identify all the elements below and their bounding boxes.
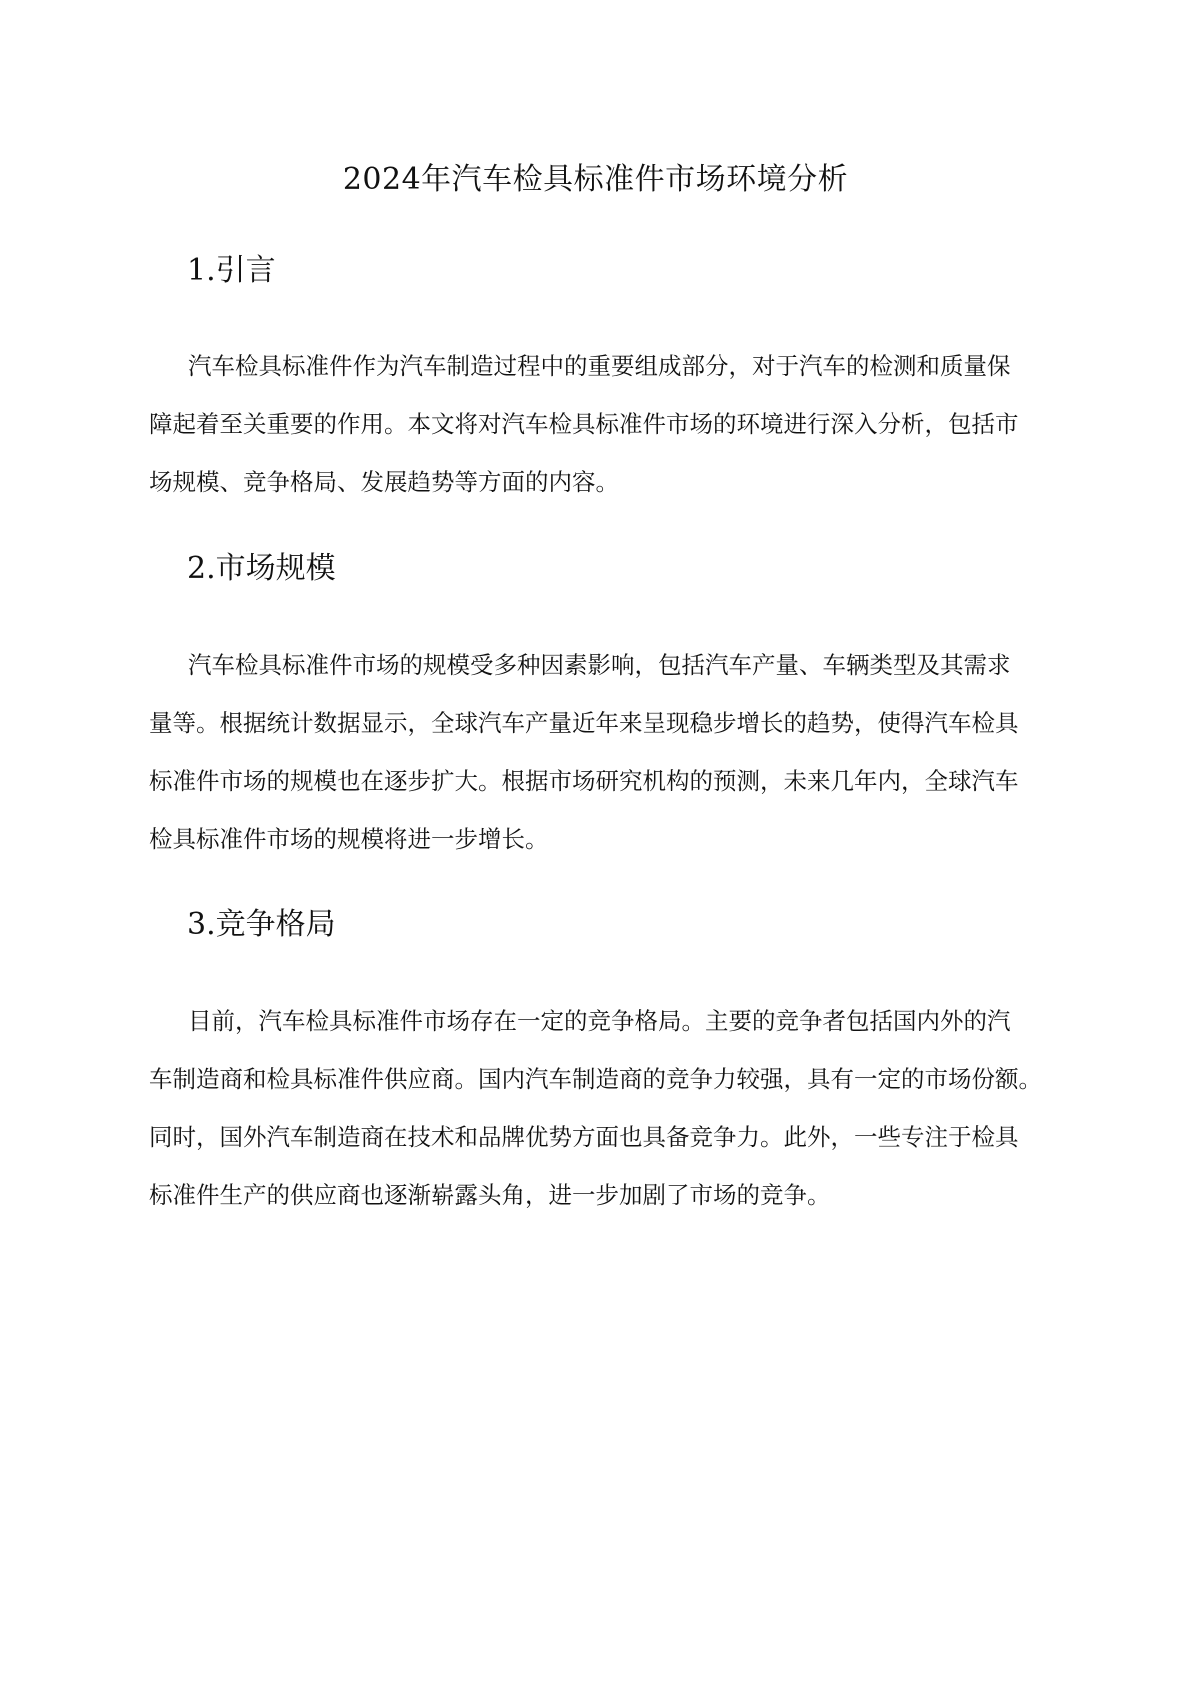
section-paragraph-introduction (149, 337, 1049, 511)
paragraph-line: 车制造商和检具标准件供应商。国内汽车制造商的竞争力较强，具有一定的市场份额。 (149, 1065, 1042, 1093)
paragraph-line: 汽车检具标准件市场的规模受多种因素影响，包括汽车产量、车辆类型及其需求 (188, 651, 1011, 679)
paragraph-line: 检具标准件市场的规模将进一步增长。 (149, 825, 549, 853)
paragraph-line: 目前，汽车检具标准件市场存在一定的竞争格局。主要的竞争者包括国内外的汽 (188, 1007, 1011, 1035)
section-heading-competition: 3.竞争格局 (187, 907, 336, 942)
paragraph-line: 量等。根据统计数据显示，全球汽车产量近年来呈现稳步增长的趋势，使得汽车检具 (149, 709, 1019, 737)
paragraph-line: 障起着至关重要的作用。本文将对汽车检具标准件市场的环境进行深入分析，包括市 (149, 410, 1019, 438)
paragraph-line: 标准件生产的供应商也逐渐崭露头角，进一步加剧了市场的竞争。 (149, 1181, 831, 1209)
paragraph-line: 场规模、竞争格局、发展趋势等方面的内容。 (149, 468, 619, 496)
paragraph-line: 汽车检具标准件作为汽车制造过程中的重要组成部分，对于汽车的检测和质量保 (188, 352, 1011, 380)
paragraph-line: 同时，国外汽车制造商在技术和品牌优势方面也具备竞争力。此外，一些专注于检具 (149, 1123, 1019, 1151)
paragraph-line: 标准件市场的规模也在逐步扩大。根据市场研究机构的预测，未来几年内，全球汽车 (149, 767, 1019, 795)
section-heading-market-size: 2.市场规模 (187, 551, 336, 586)
section-paragraph-competition (149, 992, 1049, 1224)
section-paragraph-market-size (149, 636, 1049, 868)
section-heading-introduction: 1.引言 (187, 253, 276, 288)
document-title: 2024年汽车检具标准件市场环境分析 (342, 162, 849, 197)
